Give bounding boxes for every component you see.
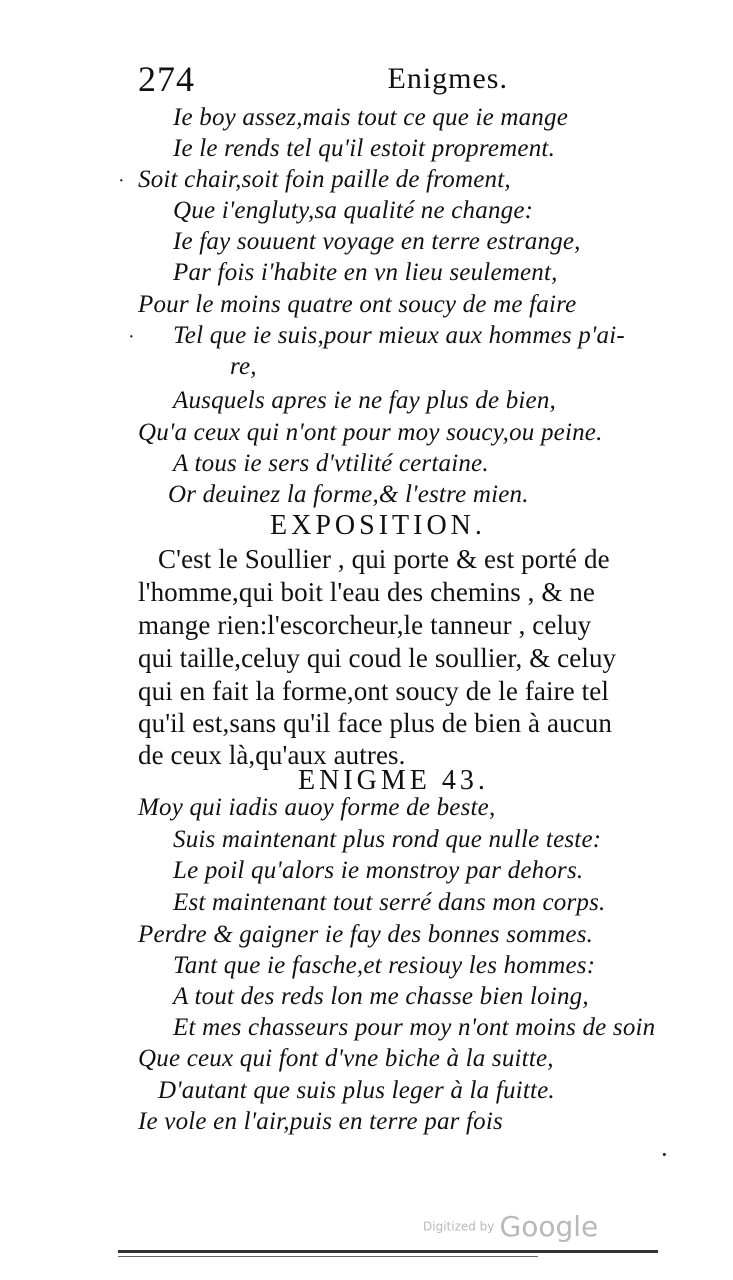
page-number: 274: [138, 59, 195, 99]
verse-line: Tel que ie suis,pour mieux aux hommes p'ai-: [173, 322, 625, 349]
prose-line: qui taille,celuy qui coud le soullier, & celuy: [138, 643, 617, 673]
verse-line: Moy qui iadis auoy forme de beste,: [138, 794, 496, 821]
margin-mark: ·: [660, 1140, 669, 1169]
verse-line: Tant que ie fasche,et resiouy les hommes:: [173, 952, 596, 979]
verse-line: Perdre & gaigner ie fay des bonnes sommes.: [138, 921, 594, 948]
exposition-heading: EXPOSITION.: [270, 510, 486, 541]
verse-line: A tout des reds lon me chasse bien loing,: [173, 983, 589, 1010]
verse-line: A tous ie sers d'vtilité certaine.: [173, 450, 489, 477]
verse-line: Pour le moins quatre ont soucy de me faire: [138, 291, 577, 318]
verse-line: Que ceux qui font d'vne biche à la suitte,: [138, 1045, 554, 1072]
prose-line: l'homme,qui boit l'eau des chemins , & ne: [138, 577, 595, 607]
bottom-rule-thin: [118, 1256, 538, 1257]
prose-line: mange rien:l'escorcheur,le tanneur , celuy: [138, 610, 592, 640]
digitized-prefix: Digitized by: [423, 1219, 495, 1234]
running-title: Enigmes.: [387, 62, 508, 95]
verse-line: Le poil qu'alors ie monstroy par dehors.: [173, 857, 584, 884]
verse-line: Ausquels apres ie ne fay plus de bien,: [173, 387, 556, 414]
prose-line: qui en fait la forme,ont soucy de le faire tel: [138, 676, 609, 706]
verse-line: D'autant que suis plus leger à la fuitte.: [158, 1077, 555, 1104]
margin-mark: ·: [128, 326, 135, 348]
verse-line: Ie le rends tel qu'il estoit proprement.: [173, 135, 556, 162]
verse-line: re,: [230, 353, 257, 380]
verse-line: Soit chair,soit foin paille de froment,: [138, 166, 511, 193]
verse-line: Est maintenant tout serré dans mon corps.: [173, 889, 606, 916]
verse-line: Par fois i'habite en vn lieu seulement,: [173, 259, 558, 286]
prose-line: de ceux là,qu'aux autres.: [138, 740, 406, 770]
digitized-brand: Google: [499, 1210, 599, 1243]
verse-line: Or deuinez la forme,& l'estre mien.: [168, 481, 529, 508]
prose-line: C'est le Soullier , qui porte & est porté de: [158, 544, 610, 574]
verse-line: Et mes chasseurs pour moy n'ont moins de soin: [173, 1014, 656, 1041]
margin-mark: ·: [118, 170, 125, 192]
digitized-watermark: [423, 1210, 598, 1243]
prose-line: qu'il est,sans qu'il face plus de bien à aucun: [138, 708, 612, 738]
verse-line: Suis maintenant plus rond que nulle teste:: [173, 826, 602, 853]
page-header: [138, 58, 508, 100]
bottom-rule: [118, 1250, 658, 1253]
verse-line: Qu'a ceux qui n'ont pour moy soucy,ou peine.: [138, 419, 603, 446]
verse-line: Ie fay souuent voyage en terre estrange,: [173, 228, 581, 255]
verse-line: Ie vole en l'air,puis en terre par fois: [138, 1108, 503, 1135]
enigme-heading: ENIGME 43.: [298, 765, 489, 796]
verse-line: Ie boy assez,mais tout ce que ie mange: [173, 104, 569, 131]
verse-line: Que i'engluty,sa qualité ne change:: [173, 197, 534, 224]
